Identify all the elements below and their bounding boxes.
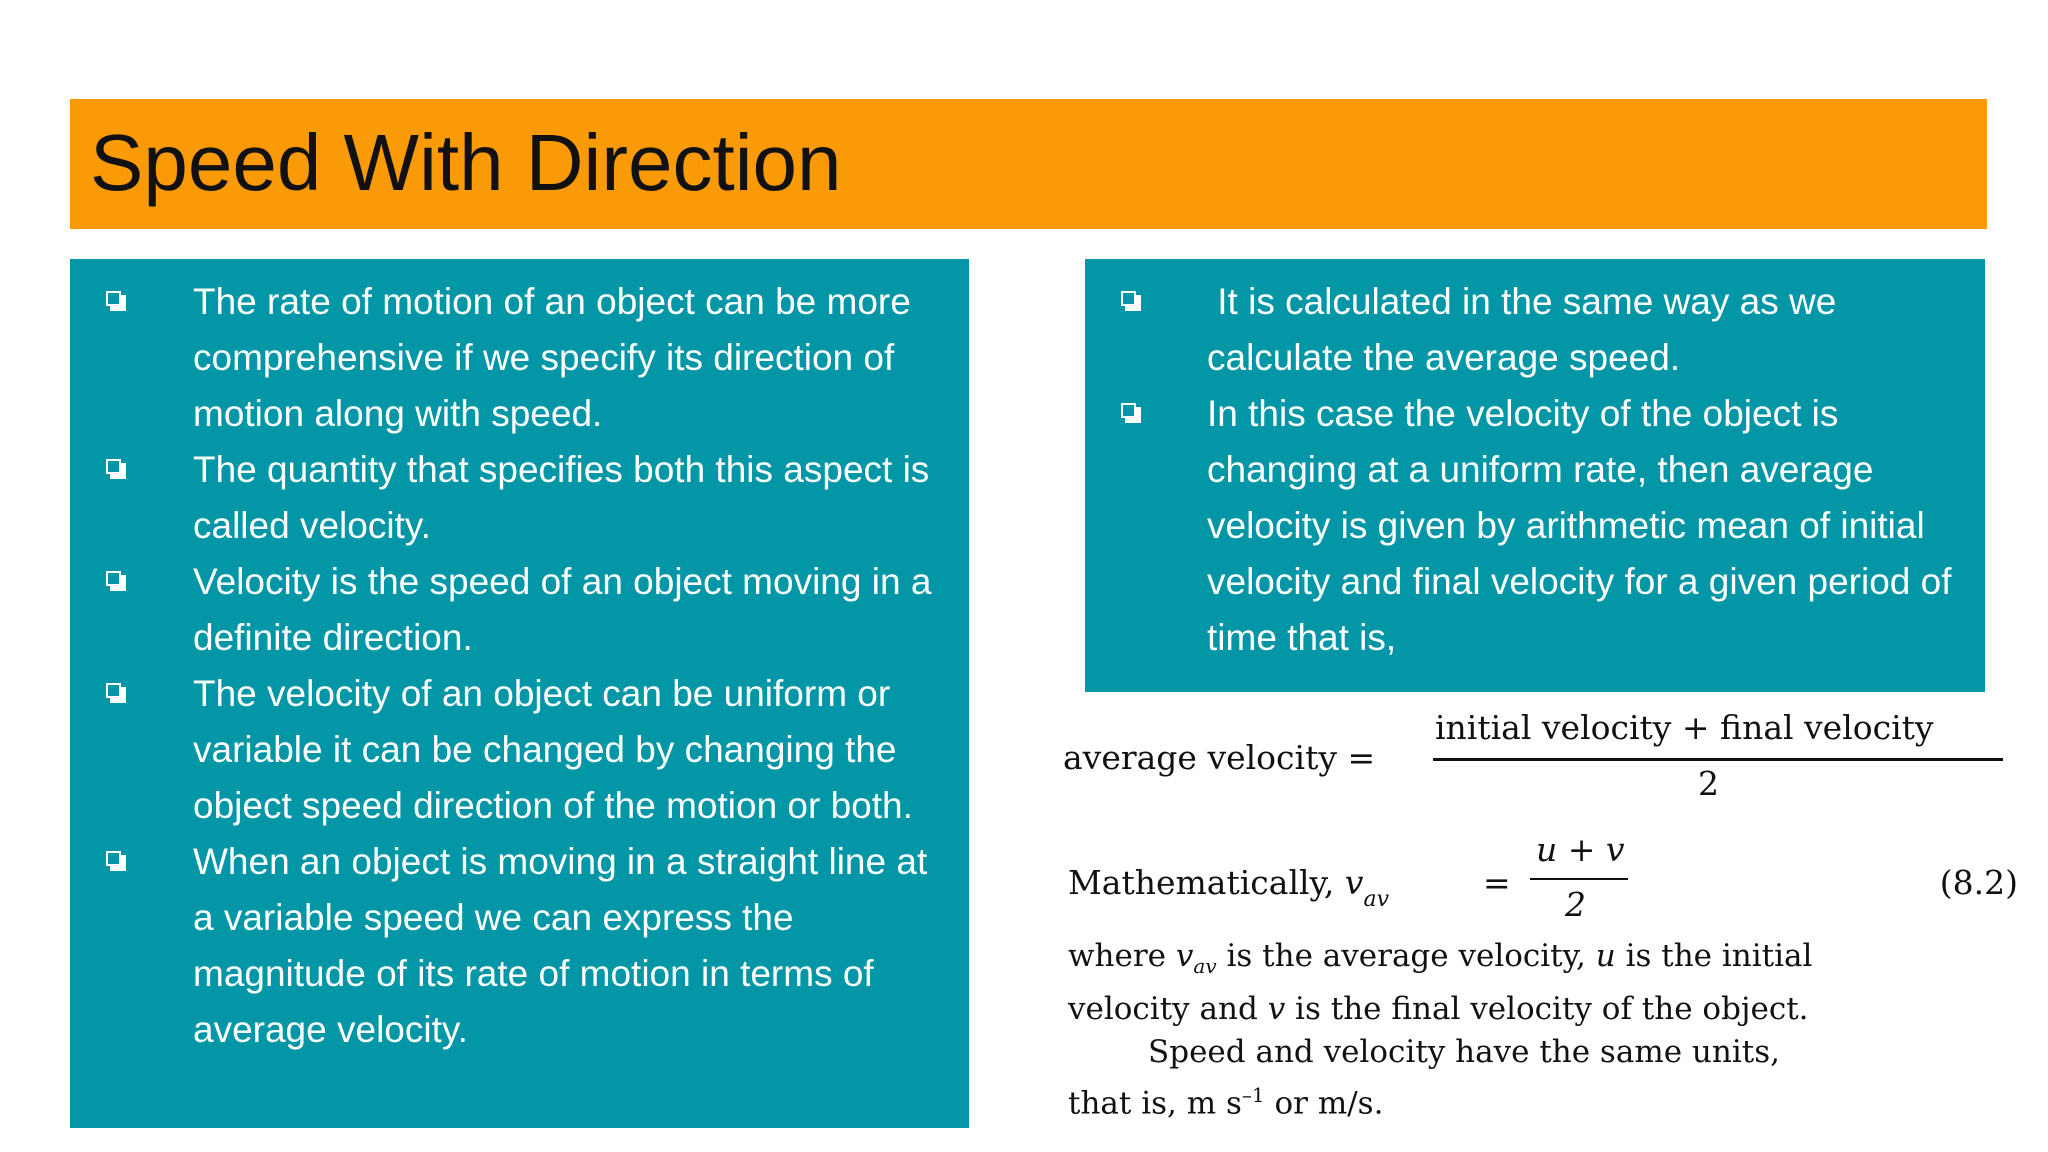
equation-denominator: 2 (1698, 764, 1719, 803)
bullet-text: The rate of motion of an object can be more comprehensive if we specify its direction of motion along with speed. (193, 281, 911, 434)
variable-v: v (1175, 938, 1194, 974)
explanation-line-3: Speed and velocity have the same units, (1148, 1034, 1780, 1071)
explanation-paragraph (1068, 935, 2020, 1126)
list-item (1085, 274, 1985, 386)
equals-sign: = (1483, 863, 1511, 902)
bullet-text: When an object is moving in a straight line at a variable speed we can express the magnitude of its rate of motion in terms of average velocity. (193, 841, 928, 1050)
equation-lhs (1068, 863, 1389, 912)
title-bar (70, 99, 1987, 229)
variable-u: u (1595, 938, 1616, 974)
text-run: or m/s. (1264, 1085, 1384, 1122)
bullet-text: It is calculated in the same way as we calculate the average speed. (1207, 281, 1847, 378)
list-item (70, 666, 969, 834)
left-panel (70, 259, 969, 1128)
checkbox-square-icon (106, 291, 126, 311)
equation-denominator: 2 (1565, 885, 1586, 924)
list-item (70, 274, 969, 442)
bullet-text: In this case the velocity of the object is changing at a uniform rate, then average velocity is given by arithmetic mean of initial velocity and final velocity for a given period of time that is, (1207, 393, 1952, 658)
list-item (70, 442, 969, 554)
equation-variable: v (1344, 863, 1364, 902)
list-item (1085, 386, 1985, 666)
subscript-av: av (1193, 954, 1217, 979)
variable-v: v (1267, 991, 1286, 1028)
checkbox-square-icon (106, 683, 126, 703)
superscript: –1 (1241, 1083, 1265, 1108)
explanation-line-4 (1068, 1074, 2020, 1125)
slide-title: Speed With Direction (90, 118, 842, 207)
fraction-bar (1433, 758, 2003, 761)
list-item (70, 834, 969, 1058)
average-velocity-equation (1063, 708, 2013, 803)
right-panel (1085, 259, 1985, 692)
text-run: that is, m s (1068, 1085, 1242, 1122)
text-run: where (1068, 938, 1176, 974)
right-bullet-list (1085, 274, 1985, 666)
checkbox-square-icon (1121, 403, 1141, 423)
explanation-line-1 (1068, 935, 2020, 988)
bullet-text: The velocity of an object can be uniform or variable it can be changed by changing the object speed direction of the motion or both. (193, 673, 913, 826)
equation-numerator: initial velocity + final velocity (1435, 708, 1934, 747)
checkbox-square-icon (106, 459, 126, 479)
checkbox-square-icon (1121, 291, 1141, 311)
equation-numerator: u + v (1536, 830, 1625, 869)
text-run: is the average velocity, (1216, 938, 1596, 974)
list-item (70, 554, 969, 666)
text-run: is the initial (1615, 938, 1813, 974)
equation-lhs: average velocity = (1063, 738, 1376, 777)
bullet-text: Velocity is the speed of an object moving in a definite direction. (193, 561, 932, 658)
fraction-bar (1530, 878, 1628, 880)
checkbox-square-icon (106, 851, 126, 871)
checkbox-square-icon (106, 571, 126, 591)
equation-word: Mathematically, (1068, 863, 1345, 902)
equation-number: (8.2) (1939, 863, 2018, 902)
explanation-line-2 (1068, 988, 2020, 1031)
text-run: is the final velocity of the object. (1285, 991, 1809, 1028)
mathematical-equation (1068, 830, 2018, 930)
equation-subscript: av (1363, 887, 1389, 912)
text-run: velocity and (1068, 991, 1268, 1028)
bullet-text: The quantity that specifies both this aspect is called velocity. (193, 449, 930, 546)
left-bullet-list (70, 274, 969, 1058)
